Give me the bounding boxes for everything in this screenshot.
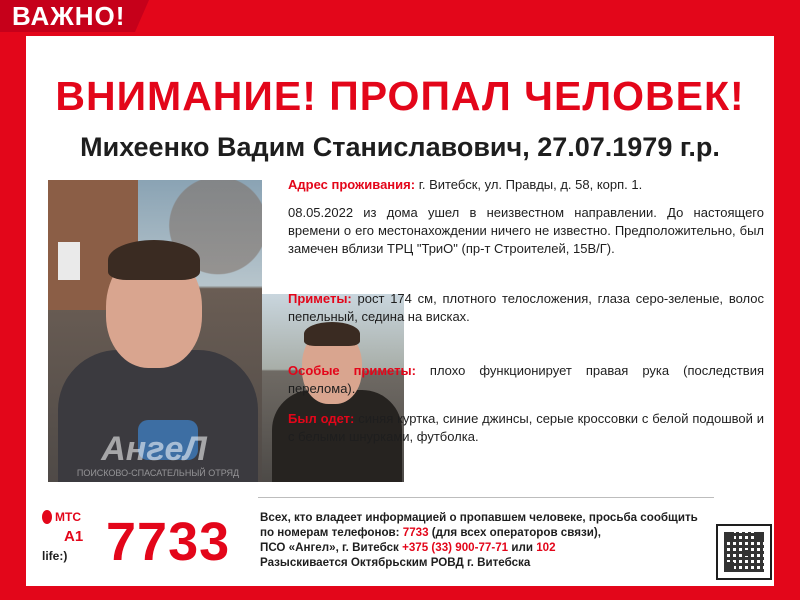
operators-logos — [42, 510, 102, 563]
short-phone-number[interactable]: 7733 — [106, 512, 231, 572]
contact-line-1: Всех, кто владеет информацией о пропавшем человеке, просьба сообщить — [260, 511, 698, 524]
mts-label: МТС — [55, 510, 81, 524]
contact-line-3-prefix: ПСО «Ангел», г. Витебск — [260, 541, 399, 554]
contact-line-3-mid: или — [511, 541, 533, 554]
mts-logo — [42, 510, 102, 524]
missing-person-poster — [26, 36, 774, 586]
qr-pattern — [724, 532, 764, 572]
person-name-line: Михеенко Вадим Станиславович, 27.07.1979 г.р. — [80, 132, 720, 162]
poster-headline: ВНИМАНИЕ! ПРОПАЛ ЧЕЛОВЕК! — [55, 73, 745, 119]
person-hair — [108, 240, 200, 280]
life-logo: life:) — [42, 549, 68, 563]
watermark-subtitle: ПОИСКОВО-СПАСАТЕЛЬНЫЙ ОТРЯД — [76, 468, 240, 478]
top-banner — [0, 0, 800, 34]
a1-logo: A1 — [64, 528, 84, 545]
special-signs-key: Особые приметы: — [288, 363, 416, 378]
event-paragraph: 08.05.2022 из дома ушел в неизвестном направлении. До настоящего времени о его местонахождении ничего не известно. Предположительно, был замечен вблизи ТРЦ "ТриО" (пр-т Строителей, 15В/Г). — [288, 205, 764, 256]
contact-phone-7733[interactable]: 7733 — [402, 526, 429, 539]
address-key: Адрес проживания: — [288, 177, 416, 192]
contact-line-2-suffix: (для всех операторов связи), — [431, 526, 601, 539]
contact-line-3 — [260, 540, 746, 555]
contact-phone-102[interactable]: 102 — [536, 541, 556, 554]
contact-line-4: Разыскивается Октябрьским РОВД г. Витебска — [260, 556, 531, 569]
photo-main — [48, 180, 262, 482]
house-window — [58, 242, 80, 280]
special-signs-paragraph — [288, 362, 764, 398]
address-paragraph — [288, 176, 764, 194]
contact-line-2 — [260, 525, 746, 540]
important-label: ВАЖНО! — [0, 0, 135, 32]
address-value: г. Витебск, ул. Правды, д. 58, корп. 1. — [418, 177, 643, 192]
contact-line-2-prefix: по номерам телефонов: — [260, 526, 400, 539]
qr-code-icon[interactable] — [716, 524, 772, 580]
clothing-paragraph — [288, 410, 764, 446]
contact-divider — [258, 497, 714, 498]
signs-value: рост 174 см, плотного телосложения, глаза серо-зеленые, волос пепельный, седина на висках. — [288, 291, 764, 324]
clothing-value: синяя куртка, синие джинсы, серые кроссовки с белой подошвой и с белыми шнурками, футболка. — [288, 411, 764, 444]
watermark-logo: AнгeЛ — [101, 430, 207, 468]
contact-info — [260, 510, 746, 570]
mts-egg-icon — [42, 510, 52, 524]
clothing-key: Был одет: — [288, 411, 355, 426]
special-signs-value: плохо функционирует правая рука (последствия перелома). — [288, 363, 764, 396]
signs-key: Приметы: — [288, 291, 352, 306]
signs-paragraph — [288, 290, 764, 326]
contact-phone-angel[interactable]: +375 (33) 900-77-71 — [402, 541, 509, 554]
